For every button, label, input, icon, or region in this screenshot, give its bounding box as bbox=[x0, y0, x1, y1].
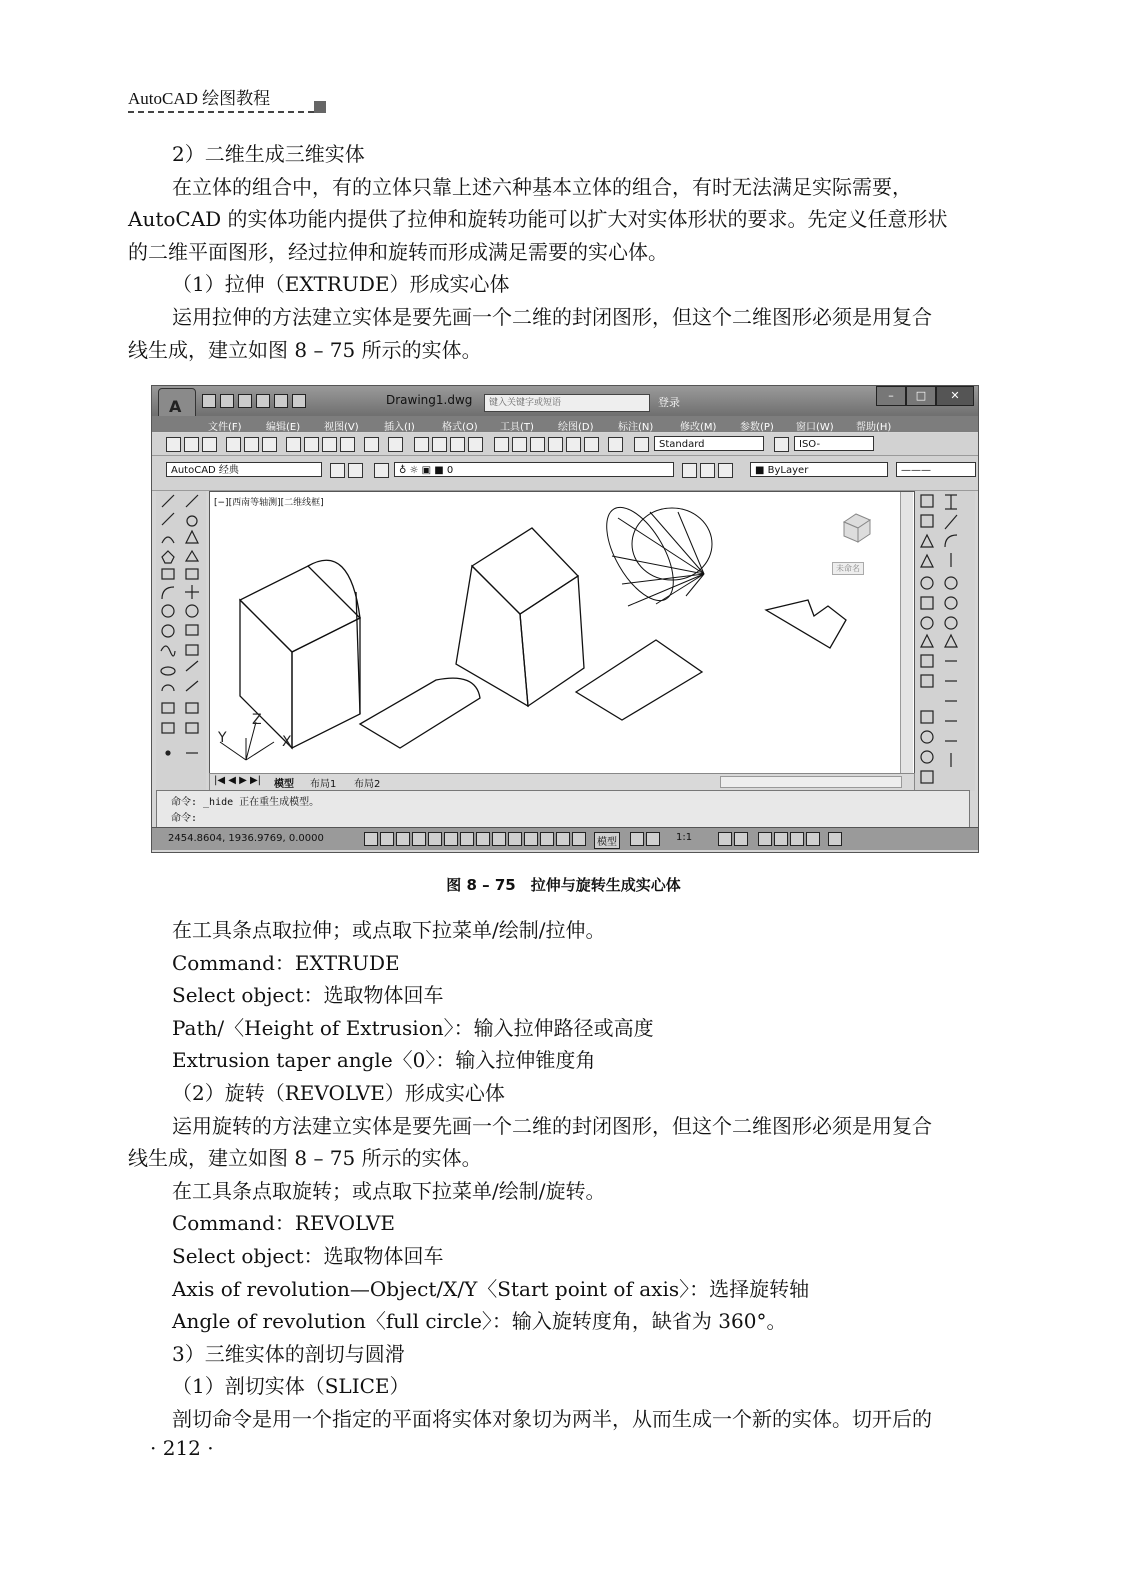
header-rule bbox=[128, 111, 314, 113]
lineweight-icon[interactable] bbox=[508, 832, 522, 846]
help-search-input[interactable]: 键入关键字或短语 bbox=[484, 394, 650, 412]
menu-modify[interactable]: 修改(M) bbox=[680, 422, 717, 433]
autocad-logo-icon: A bbox=[169, 397, 182, 416]
auto-scale-icon[interactable] bbox=[734, 832, 748, 846]
tab-layout1[interactable]: 布局1 bbox=[310, 779, 337, 790]
dynamic-input-icon[interactable] bbox=[492, 832, 506, 846]
layout-tabs bbox=[209, 773, 915, 791]
command-history-line: 命令: _hide 正在重生成模型。 bbox=[171, 797, 320, 808]
horizontal-scrollbar[interactable] bbox=[720, 776, 902, 788]
design-center-icon[interactable] bbox=[512, 437, 527, 452]
subsection-heading: （1）剖切实体（SLICE） bbox=[172, 1374, 410, 1399]
subsection-heading: （2）旋转（REVOLVE）形成实心体 bbox=[172, 1080, 505, 1105]
menu-edit[interactable]: 编辑(E) bbox=[266, 422, 301, 433]
open-icon[interactable] bbox=[220, 394, 234, 408]
lock-icon[interactable] bbox=[774, 832, 788, 846]
paste-icon[interactable] bbox=[322, 437, 337, 452]
menu-tools[interactable]: 工具(T) bbox=[500, 422, 534, 433]
save-icon[interactable] bbox=[238, 394, 252, 408]
object-snap-icon[interactable] bbox=[428, 832, 442, 846]
standard-toolbar bbox=[152, 433, 978, 456]
header-marker bbox=[314, 101, 326, 113]
calculator-icon[interactable] bbox=[584, 437, 599, 452]
plot-icon[interactable] bbox=[226, 437, 241, 452]
quick-properties-icon[interactable] bbox=[540, 832, 554, 846]
quick-access-toolbar bbox=[202, 393, 372, 409]
text-style-select[interactable]: Standard bbox=[654, 436, 764, 451]
command-line: Select object：选取物体回车 bbox=[172, 983, 444, 1008]
layer-previous-icon[interactable] bbox=[700, 463, 715, 478]
menu-insert[interactable]: 插入(I) bbox=[384, 422, 415, 433]
menu-help[interactable]: 帮助(H) bbox=[856, 422, 892, 433]
help-icon[interactable] bbox=[608, 437, 623, 452]
viewcube-label[interactable]: 未命名 bbox=[832, 562, 864, 575]
document-title: Drawing1.dwg bbox=[386, 393, 473, 407]
transparency-icon[interactable] bbox=[524, 832, 538, 846]
3d-object-snap-icon[interactable] bbox=[444, 832, 458, 846]
command-line: Command：REVOLVE bbox=[172, 1211, 395, 1236]
make-current-icon[interactable] bbox=[682, 463, 697, 478]
polar-tracking-icon[interactable] bbox=[412, 832, 426, 846]
zoom-window-icon[interactable] bbox=[450, 437, 465, 452]
viewport-label[interactable]: [−][西南等轴测][二维线框] bbox=[214, 498, 324, 508]
body-text-top bbox=[128, 138, 1003, 366]
menu-bar bbox=[152, 416, 978, 432]
svg-text:X: X bbox=[282, 734, 292, 750]
snap-mode-icon[interactable] bbox=[364, 832, 378, 846]
layer-select[interactable] bbox=[394, 462, 674, 477]
annotation-scale[interactable]: 1:1 bbox=[676, 832, 693, 843]
ucs-icon bbox=[220, 722, 274, 760]
linetype-select[interactable]: ——— bbox=[896, 462, 976, 477]
color-name: ByLayer bbox=[767, 465, 809, 476]
layer-state-icon[interactable] bbox=[718, 463, 733, 478]
tab-layout2[interactable]: 布局2 bbox=[354, 779, 381, 790]
autocad-screenshot bbox=[151, 385, 979, 853]
coordinate-readout: 2454.8604, 1936.9769, 0.0000 bbox=[168, 833, 324, 844]
command-line: Path/〈Height of Extrusion〉：输入拉伸路径或高度 bbox=[172, 1015, 654, 1040]
dim-style-icon[interactable] bbox=[774, 437, 789, 452]
figure-caption: 图 8 – 75 拉伸与旋转生成实心体 bbox=[446, 876, 681, 894]
tab-nav-arrows[interactable]: |◀ ◀ ▶ ▶| bbox=[214, 775, 262, 786]
tab-model[interactable]: 模型 bbox=[274, 779, 294, 790]
grid-display-icon[interactable] bbox=[380, 832, 394, 846]
draw-tools-icons bbox=[156, 491, 206, 791]
window-controls bbox=[872, 386, 976, 406]
modify-toolbar bbox=[915, 491, 975, 791]
minimize-icon[interactable]: – bbox=[876, 386, 906, 406]
menu-window[interactable]: 窗口(W) bbox=[796, 422, 834, 433]
paragraph-line: AutoCAD 的实体功能内提供了拉伸和旋转功能可以扩大对实体形状的要求。先定义任意形状 bbox=[128, 207, 948, 232]
command-prompt[interactable]: 命令: bbox=[171, 813, 198, 824]
command-line: Select object：选取物体回车 bbox=[172, 1243, 444, 1268]
print-icon[interactable] bbox=[274, 394, 288, 408]
object-snap-tracking-icon[interactable] bbox=[460, 832, 474, 846]
rectangle-profile bbox=[576, 640, 702, 720]
svg-text:Z: Z bbox=[252, 712, 262, 728]
match-properties-icon[interactable] bbox=[340, 437, 355, 452]
model-space-button[interactable]: 模型 bbox=[594, 832, 620, 849]
zoom-realtime-icon[interactable] bbox=[432, 437, 447, 452]
annotation-monitor-icon[interactable] bbox=[572, 832, 586, 846]
section-heading: 2）二维生成三维实体 bbox=[172, 142, 365, 166]
revolved-solid bbox=[593, 497, 712, 611]
zoom-previous-icon[interactable] bbox=[468, 437, 483, 452]
paragraph-line: 在工具条点取拉伸；或点取下拉菜单/绘制/拉伸。 bbox=[172, 918, 606, 942]
paragraph-line: 运用旋转的方法建立实体是要先画一个二维的封闭图形，但这个二维图形必须是用复合 bbox=[172, 1113, 932, 1138]
sheet-set-icon[interactable] bbox=[548, 437, 563, 452]
markup-icon[interactable] bbox=[566, 437, 581, 452]
subsection-heading: （1）拉伸（EXTRUDE）形成实心体 bbox=[172, 272, 510, 297]
isolate-objects-icon[interactable] bbox=[806, 832, 820, 846]
status-bar bbox=[152, 827, 978, 850]
drawing-geometry bbox=[210, 492, 914, 774]
preview-icon[interactable] bbox=[244, 437, 259, 452]
layer-name: 0 bbox=[446, 465, 454, 476]
lightbulb-icon: ♁ ☼ ▣ ■ bbox=[399, 465, 447, 476]
body-text-bottom bbox=[128, 914, 1003, 1436]
workspace-select[interactable]: AutoCAD 经典 bbox=[166, 462, 322, 477]
color-swatch-icon: ■ bbox=[755, 465, 768, 476]
annotation-visibility-icon[interactable] bbox=[718, 832, 732, 846]
tool-palettes-icon[interactable] bbox=[530, 437, 545, 452]
viewcube-icon[interactable] bbox=[844, 514, 870, 542]
paragraph-line: 运用拉伸的方法建立实体是要先画一个二维的封闭图形，但这个二维图形必须是用复合 bbox=[172, 304, 932, 329]
command-window[interactable] bbox=[156, 790, 970, 828]
dim-style-select[interactable]: ISO- bbox=[794, 436, 874, 451]
paragraph-line: 在工具条点取旋转；或点取下拉菜单/绘制/旋转。 bbox=[172, 1178, 606, 1203]
title-bar bbox=[152, 386, 978, 416]
menu-parameter[interactable]: 参数(P) bbox=[740, 422, 774, 433]
quick-view-layouts-icon[interactable] bbox=[630, 832, 644, 846]
extruded-frustum bbox=[456, 528, 584, 706]
save-as-icon[interactable] bbox=[256, 394, 270, 408]
running-header: AutoCAD 绘图教程 bbox=[128, 89, 271, 108]
new-icon[interactable] bbox=[166, 437, 181, 452]
workspace-switching-icon[interactable] bbox=[758, 832, 772, 846]
text-style-icon[interactable] bbox=[634, 437, 649, 452]
clean-screen-icon[interactable] bbox=[828, 832, 842, 846]
close-icon[interactable]: ✕ bbox=[936, 386, 974, 406]
undo-icon[interactable] bbox=[292, 394, 306, 408]
save-icon[interactable] bbox=[202, 437, 217, 452]
drawing-canvas[interactable] bbox=[209, 491, 915, 775]
command-line: Command：EXTRUDE bbox=[172, 950, 400, 975]
command-line: Extrusion taper angle〈0〉：输入拉伸锥度角 bbox=[172, 1048, 596, 1073]
rounded-profile bbox=[360, 678, 480, 748]
layer-properties-icon[interactable] bbox=[374, 463, 389, 478]
properties-icon[interactable] bbox=[494, 437, 509, 452]
page-number: · 212 · bbox=[150, 1436, 214, 1460]
dynamic-ucs-icon[interactable] bbox=[476, 832, 490, 846]
login-button[interactable]: 登录 bbox=[658, 396, 680, 409]
svg-text:Y: Y bbox=[218, 730, 227, 746]
cut-icon[interactable] bbox=[286, 437, 301, 452]
toolbars-icon[interactable] bbox=[348, 463, 363, 478]
undo-icon[interactable] bbox=[364, 437, 379, 452]
paragraph-line: 线生成，建立如图 8 – 75 所示的实体。 bbox=[128, 337, 482, 362]
command-line: Axis of revolution—Object/X/Y〈Start point of axis〉：选择旋转轴 bbox=[172, 1276, 810, 1301]
draw-toolbar bbox=[156, 491, 206, 791]
revolve-profile bbox=[766, 600, 846, 648]
ortho-mode-icon[interactable] bbox=[396, 832, 410, 846]
menu-view[interactable]: 视图(V) bbox=[324, 422, 359, 433]
paragraph-line: 在立体的组合中，有的立体只靠上述六种基本立体的组合，有时无法满足实际需要， bbox=[172, 174, 912, 199]
menu-dimension[interactable]: 标注(N) bbox=[618, 422, 654, 433]
paragraph-line: 剖切命令是用一个指定的平面将实体对象切为两半，从而生成一个新的实体。切开后的 bbox=[172, 1406, 932, 1431]
paragraph-line: 的二维平面图形，经过拉伸和旋转而形成满足需要的实心体。 bbox=[128, 239, 668, 264]
section-heading: 3）三维实体的剖切与圆滑 bbox=[172, 1341, 405, 1366]
selection-cycling-icon[interactable] bbox=[556, 832, 570, 846]
workspace-settings-icon[interactable] bbox=[330, 463, 345, 478]
command-line: Angle of revolution〈full circle〉：输入旋转度角，缺省为 360°。 bbox=[172, 1309, 787, 1334]
redo-icon[interactable] bbox=[388, 437, 403, 452]
publish-icon[interactable] bbox=[262, 437, 277, 452]
color-select[interactable] bbox=[750, 462, 888, 477]
open-icon[interactable] bbox=[184, 437, 199, 452]
paragraph-line: 线生成，建立如图 8 – 75 所示的实体。 bbox=[128, 1146, 482, 1171]
hardware-acceleration-icon[interactable] bbox=[790, 832, 804, 846]
copy-icon[interactable] bbox=[304, 437, 319, 452]
maximize-icon[interactable]: □ bbox=[906, 386, 936, 406]
pan-icon[interactable] bbox=[414, 437, 429, 452]
modify-tools-icons bbox=[915, 491, 975, 791]
menu-format[interactable]: 格式(O) bbox=[442, 422, 478, 433]
layers-toolbar bbox=[152, 456, 978, 491]
menu-file[interactable]: 文件(F) bbox=[208, 422, 242, 433]
menu-draw[interactable]: 绘图(D) bbox=[558, 422, 594, 433]
new-icon[interactable] bbox=[202, 394, 216, 408]
vertical-scrollbar[interactable] bbox=[900, 492, 913, 774]
quick-view-drawings-icon[interactable] bbox=[646, 832, 660, 846]
